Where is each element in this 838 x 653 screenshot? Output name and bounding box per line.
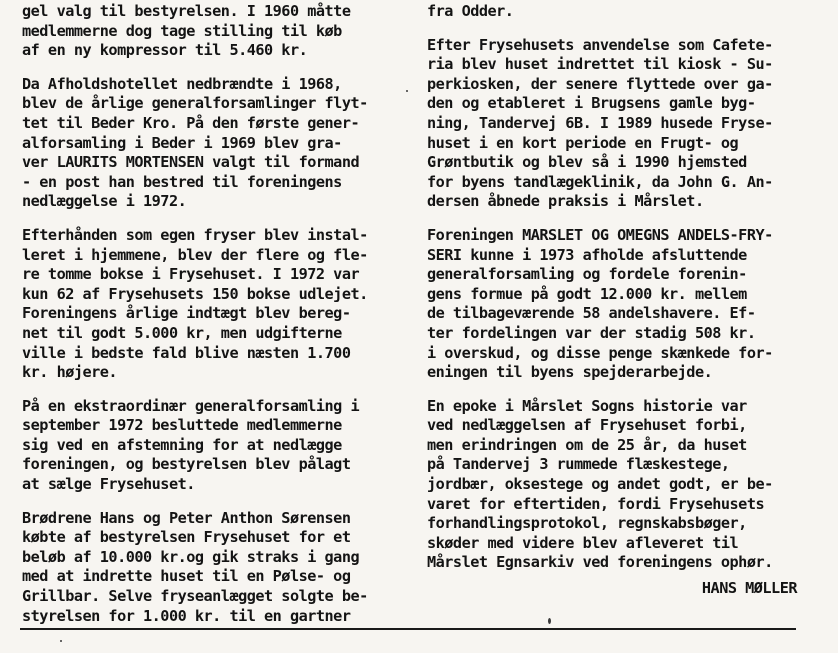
text-line: varet for eftertiden, fordi Frysehusets [427,494,765,513]
text-line: alforsamling i Beder i 1969 blev gra- [22,133,342,152]
paragraph [427,2,817,22]
paragraph [22,397,417,495]
text-line: skøder med videre blev afleveret til [427,533,739,552]
text-line: styrelsen for 1.000 kr. til en gartner [22,606,351,625]
paragraph [427,397,817,573]
right-column [427,2,817,599]
text-line: Grillbar. Selve fryseanlægget solgte be- [22,587,368,606]
left-column [22,2,417,626]
text-line: for byens tandlægeklinik, da John G. An- [427,172,773,191]
author-signature: HANS MØLLER [701,579,797,598]
text-line: Efterhånden som egen fryser blev instal- [22,225,368,244]
text-line: eningen til byens spejderarbejde. [427,363,713,382]
text-line: at sælge Frysehuset. [22,475,195,494]
paragraph [427,36,817,212]
text-line: leret i hjemmene, blev der flere og fle- [22,245,368,264]
text-line: den og etableret i Brugsens gamle byg- [427,94,756,113]
text-line: På en ekstraordinær generalforsamling i [22,396,360,415]
text-line: gens formue på godt 12.000 kr. mellem [427,284,747,303]
text-line: perkiosken, der senere flyttede over ga- [427,74,773,93]
text-line: i overskud, og disse penge skænkede for- [427,343,773,362]
text-line: ville i bedste fald blive næsten 1.700 [22,343,351,362]
text-line: huset i en kort periode en Frugt- og [427,133,739,152]
text-line: beløb af 10.000 kr.og gik straks i gang [22,547,360,566]
text-line: Grøntbutik og blev så i 1990 hjemsted [427,153,747,172]
text-line: nedlæggelse i 1972. [22,192,187,211]
print-speck [406,90,408,92]
text-line: Brødrene Hans og Peter Anthon Sørensen [22,508,351,527]
paragraph [427,226,817,383]
paragraph [22,509,417,627]
text-line: - en post han bestred til foreningens [22,172,342,191]
text-line: de tilbageværende 58 andelshavere. Ef- [427,304,756,323]
paragraph [22,226,417,383]
text-line: net til godt 5.000 kr, men udgifterne [22,323,342,342]
text-line: Mårslet Egnsarkiv ved foreningens ophør. [427,553,773,572]
print-speck [548,618,551,624]
text-line: Efter Frysehusets anvendelse som Cafete- [427,35,773,54]
text-line: kr. højere. [22,363,118,382]
text-line: blev de årlige generalforsamlinger flyt- [22,94,368,113]
text-line: september 1972 besluttede medlemmerne [22,416,342,435]
text-line: jordbær, oksestege og andet godt, er be- [427,475,773,494]
text-line: men erindringen om de 25 år, da huset [427,435,747,454]
text-line: ter fordelingen var der stadig 508 kr. [427,323,756,342]
text-line: sig ved en afstemning for at nedlægge [22,435,342,454]
text-line: ria blev huset indrettet til kiosk - Su- [427,55,773,74]
text-line: En epoke i Mårslet Sogns historie var [427,396,747,415]
text-line: med at indrette huset til en Pølse- og [22,567,351,586]
horizontal-rule [20,628,796,630]
text-line: ver LAURITS MORTENSEN valgt til formand [22,153,360,172]
text-line: Da Afholdshotellet nedbrændte i 1968, [22,74,342,93]
text-line: gel valg til bestyrelsen. I 1960 måtte [22,2,351,20]
text-line: kun 62 af Frysehusets 150 bokse udlejet. [22,284,368,303]
text-line: ved nedlæggelsen af Frysehuset forbi, [427,416,747,435]
print-speck [60,640,62,642]
text-line: ning, Tandervej 6B. I 1989 husede Fryse- [427,113,773,132]
text-line: medlemmerne dog tage stilling til køb [22,21,342,40]
text-line: tet til Beder Kro. På den første gener- [22,113,360,132]
text-line: foreningen, og bestyrelsen blev pålagt [22,455,351,474]
paragraph [22,2,417,61]
text-line: på Tandervej 3 rummede flæskestege, [427,455,730,474]
text-line: af en ny kompressor til 5.460 kr. [22,41,308,60]
text-line: generalforsamling og fordele forenin- [427,265,747,284]
paragraph [22,75,417,212]
text-line: Foreningens årlige indtægt blev bereg- [22,304,351,323]
text-line: dersen åbnede praksis i Mårslet. [427,192,704,211]
text-line: købte af bestyrelsen Frysehuset for et [22,528,351,547]
text-line: re tomme bokse i Frysehuset. I 1972 var [22,265,360,284]
text-line: Foreningen MARSLET OG OMEGNS ANDELS-FRY- [427,225,773,244]
text-line: forhandlingsprotokol, regnskabsbøger, [427,514,747,533]
text-line: SERI kunne i 1973 afholde afsluttende [427,245,747,264]
text-line: fra Odder. [427,2,514,20]
